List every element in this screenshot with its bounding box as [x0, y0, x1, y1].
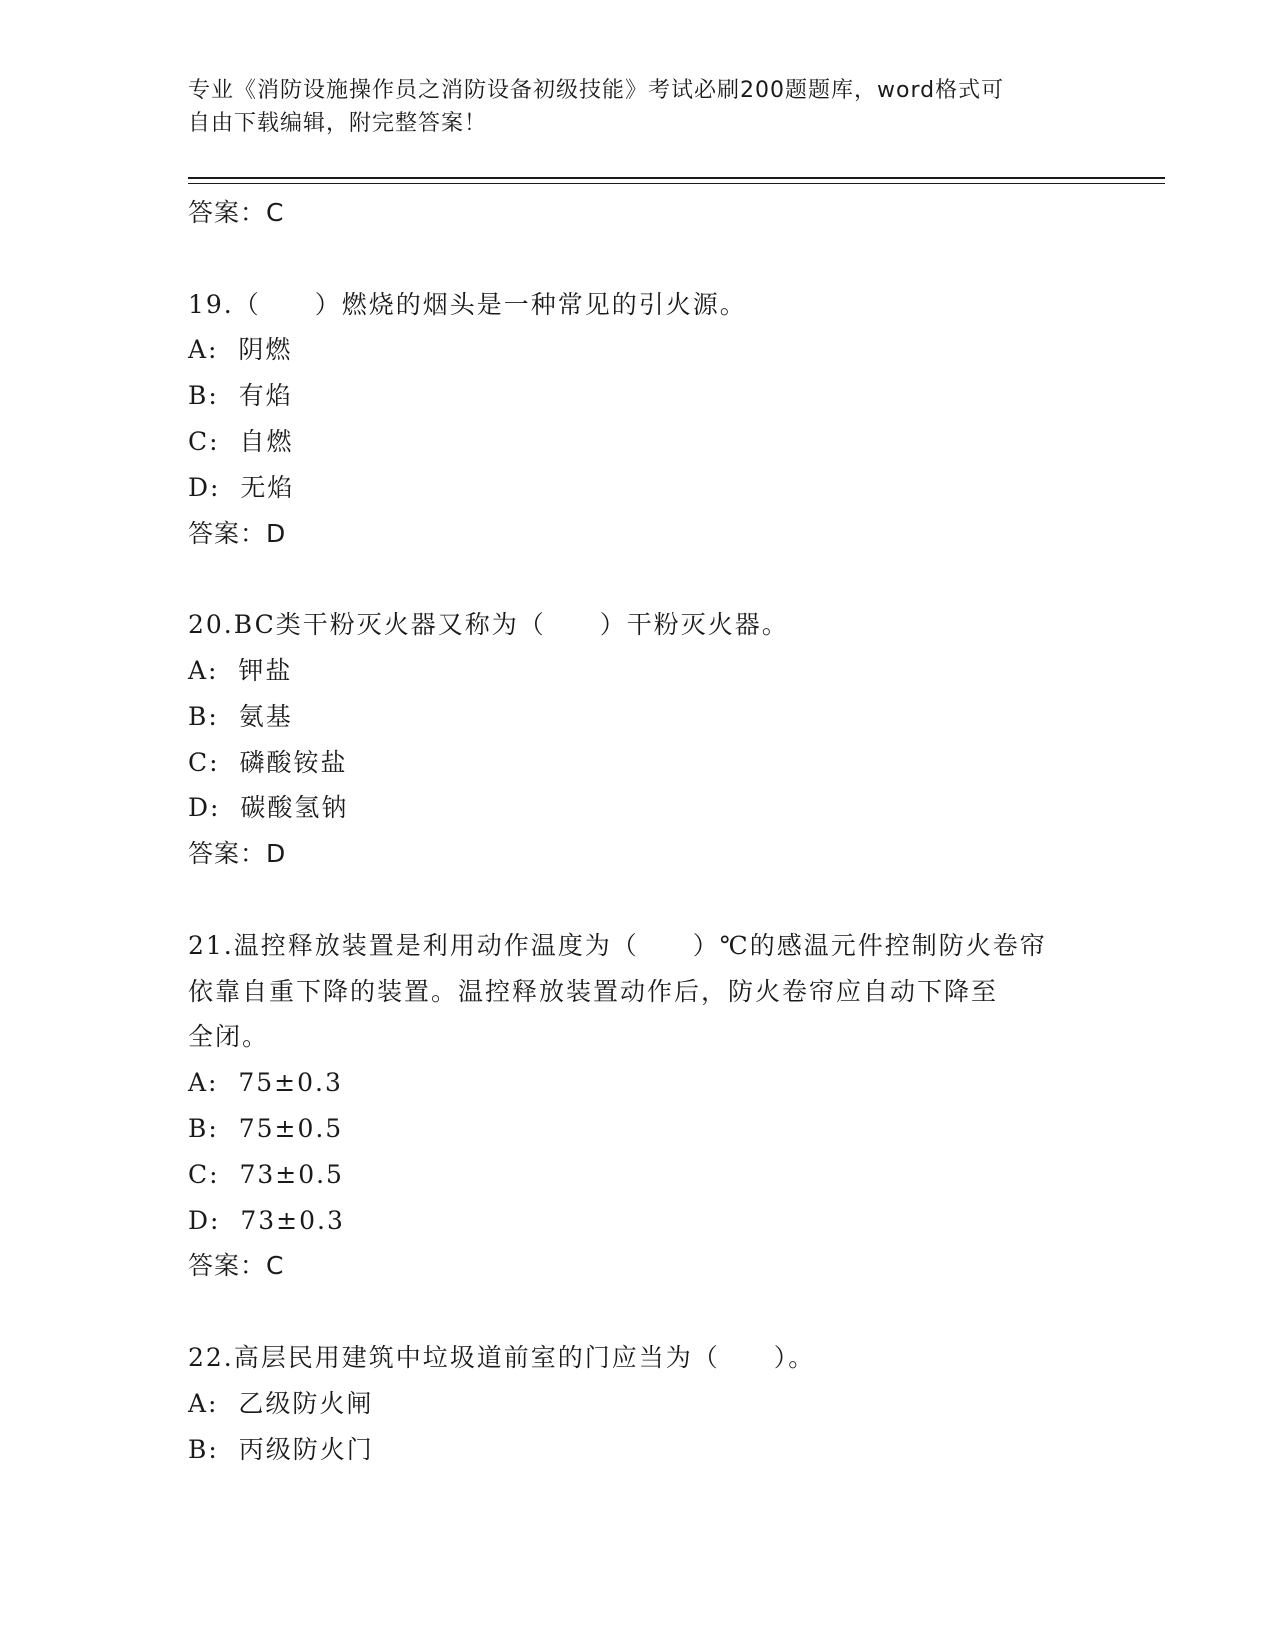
- spacer: [188, 1289, 1088, 1335]
- spacer: [188, 556, 1088, 602]
- question-19: [188, 282, 1088, 557]
- answer-line: 答案：D: [188, 839, 287, 869]
- option-d: D: 73±0.3: [188, 1205, 345, 1235]
- header-divider-thick: [188, 177, 1165, 179]
- question-stem: 19.（ ）燃烧的烟头是一种常见的引火源。: [188, 289, 747, 319]
- header-divider-thin: [188, 183, 1165, 184]
- option-b: B: 75±0.5: [188, 1113, 344, 1143]
- spacer: [188, 877, 1088, 923]
- question-stem-line-1: 21.温控释放装置是利用动作温度为（ ）℃的感温元件控制防火卷帘: [188, 930, 1047, 960]
- question-21: [188, 923, 1088, 1289]
- option-c: C: 磷酸铵盐: [188, 747, 348, 777]
- question-20: [188, 602, 1088, 877]
- question-stem-line-3: 全闭。: [188, 1022, 270, 1052]
- page-header: [188, 74, 1068, 140]
- option-b: B: 氨基: [188, 701, 293, 731]
- answer-line: 答案：C: [188, 198, 285, 227]
- header-line-2: 自由下载编辑，附完整答案！: [188, 111, 488, 136]
- option-d: D: 碳酸氢钠: [188, 793, 349, 823]
- header-line-1: 专业《消防设施操作员之消防设备初级技能》考试必刷200题题库，word格式可: [188, 78, 1005, 103]
- option-b: B: 丙级防火门: [188, 1434, 374, 1464]
- answer-line: 答案：D: [188, 518, 287, 548]
- question-stem: 22.高层民用建筑中垃圾道前室的门应当为（ ）。: [188, 1342, 816, 1372]
- answer-line: 答案：C: [188, 1251, 285, 1281]
- question-22: [188, 1335, 1088, 1472]
- option-a: A: 钾盐: [188, 655, 293, 685]
- question-list: [188, 190, 1088, 1472]
- option-d: D: 无焰: [188, 472, 295, 502]
- option-a: A: 阴燃: [188, 335, 293, 365]
- option-b: B: 有焰: [188, 381, 293, 411]
- option-a: A: 75±0.3: [188, 1068, 343, 1098]
- question-stem: 20.BC类干粉灭火器又称为（ ）干粉灭火器。: [188, 610, 789, 640]
- option-a: A: 乙级防火闸: [188, 1388, 374, 1418]
- spacer: [188, 236, 1088, 282]
- question-stem-line-2: 依靠自重下降的装置。温控释放装置动作后，防火卷帘应自动下降至: [188, 976, 999, 1006]
- option-c: C: 73±0.5: [188, 1159, 344, 1189]
- option-c: C: 自燃: [188, 426, 294, 456]
